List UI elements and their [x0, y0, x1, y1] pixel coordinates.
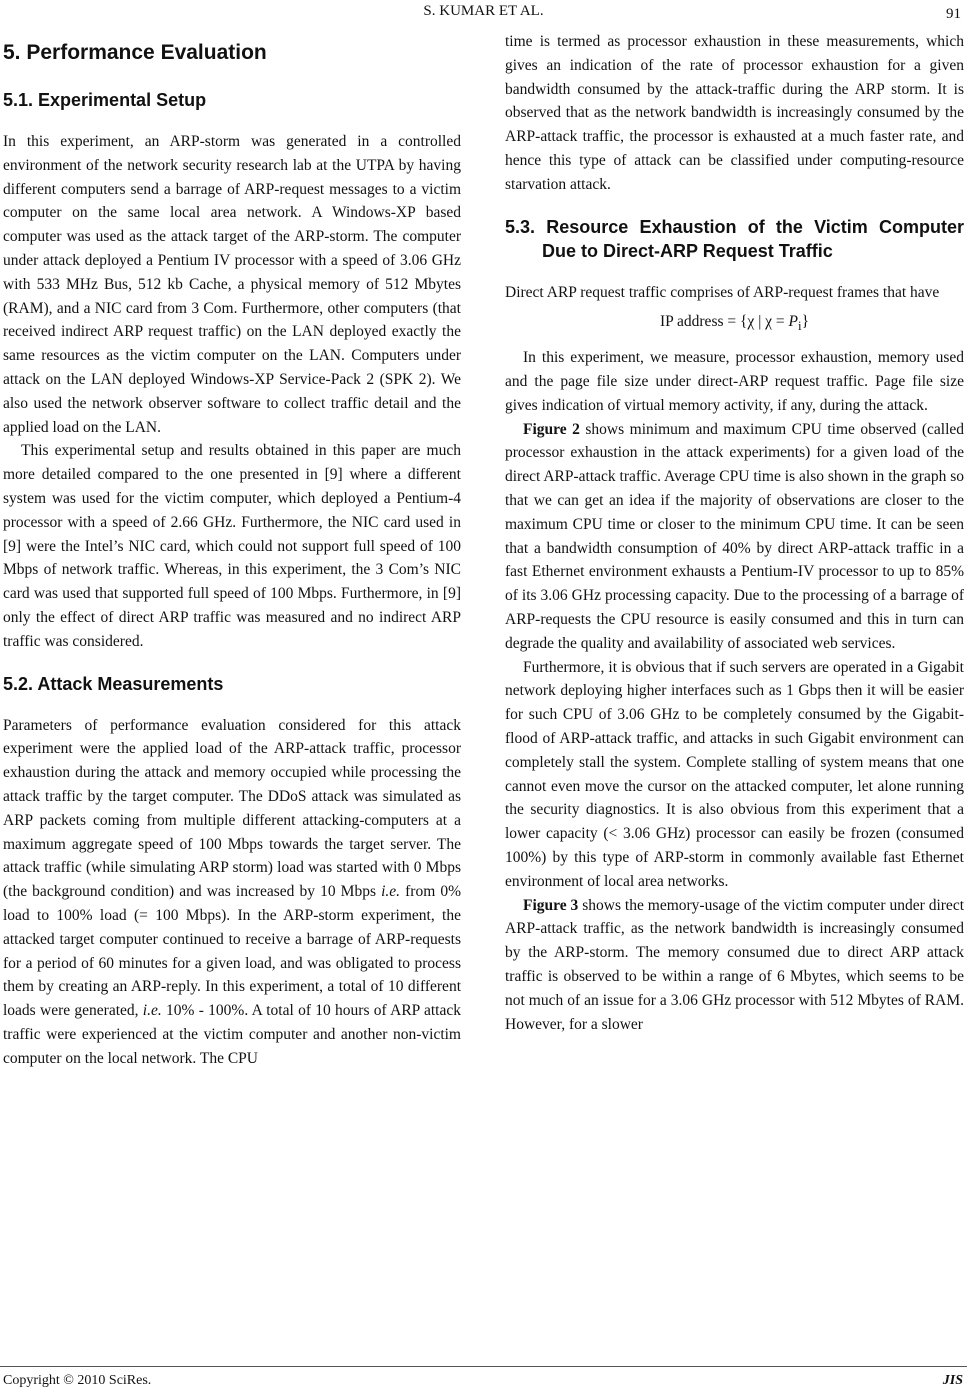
paragraph-direct-arp: Direct ARP request traffic comprises of ARP-request frames that have: [505, 283, 940, 301]
left-column: [3, 30, 461, 1070]
paragraph-measurement: In this experiment, we measure, processor exhaustion, memory used and the page file size under direct-ARP request traffic. Page file size gives indication of virtual memory activity, if any, during the attack.: [505, 349, 964, 414]
copyright-notice: Copyright © 2010 SciRes.: [3, 1373, 152, 1388]
paragraph-cpu-time: time is termed as processor exhaustion in these measurements, which gives an indication of the rate of processor exhaustion for a given bandwidth consumed by the attack-traffic during the ARP storm. It is observed that as the network bandwidth is increasingly consumed by the ARP-attack traffic, the processor is exhausted at a much faster rate, and hence this type of attack can be classified under computing-resource starvation attack.: [505, 33, 964, 193]
paragraph-figure-3: [505, 894, 964, 1037]
subsection-title-attack-measurements: 5.2. Attack Measurements: [3, 673, 224, 694]
subsection-title-experimental-setup: 5.1. Experimental Setup: [3, 90, 207, 110]
text-run: Parameters of performance evaluation considered for this attack experiment were the applied load of the ARP-attack traffic, processor exhaustion during the attack and memory occupied while processing the attack traffic by the target computer. The DDoS attack was simulated as ARP packets coming from multiple different attacking-computers at a maximum aggregate speed of 100 Mbps towards the target server. The attack traffic (while simulating ARP storm) load was started with 0 Mbps (the background condition) and was increased by 10 Mbps: [3, 716, 461, 901]
running-head-authors: S. KUMAR ET AL.: [423, 3, 544, 19]
paragraph-experimental-setup: In this experiment, an ARP-storm was generated in a controlled environment of the network security research lab at the UTPA by having different computers send a barrage of ARP-request messages to a victim computer on the same local area network. A Windows-XP based computer was used as the attack target of the ARP-storm. The computer under attack deployed a Pentium IV processor with a speed of 3.06 GHz with 533 MHz Bus, 512 kb Cache, a physical memory of 512 Mbytes (RAM), and a NIC card from 3 Com. Furthermore, other computers (that received indirect ARP request traffic) on the LAN deployed exactly the same resources as the victim computer on the LAN. Computers under attack on the LAN deployed Windows-XP Service-Pack 2 (SPK 2). We also used the network observer software to collect traffic detail and the applied load on the LAN.: [3, 133, 461, 436]
text-run: shows the memory-usage of the victim computer under direct ARP-attack traffic, as the network bandwidth is increasingly consumed by the ARP-storm. The memory consumed due to direct ARP attack traffic is observed to be within a range of 6 Mbytes, which seems to be not much of an issue for a 3.06 GHz processor with 512 Mbytes of RAM. However, for a slower: [505, 896, 964, 1033]
equation-variable: P: [788, 313, 799, 331]
text-run: from 0% load to 100% load (= 100 Mbps). In the ARP-storm experiment, the attacked target computer continued to receive a barrage of ARP-requests for a period of 60 minutes for a given load, and was obligated to process them by creating an ARP-reply. In this experiment, a total of 10 different loads were generated,: [3, 883, 461, 1020]
paragraph-figure-2: [505, 418, 964, 656]
paragraph-attack-measurements: [3, 714, 461, 1071]
section-title: 5. Performance Evaluation: [3, 41, 267, 64]
running-header: [0, 0, 967, 26]
paragraph-setup-comparison: This experimental setup and results obtained in this paper are much more detailed compared to the one presented in [9] where a different system was used for the victim computer, which deployed a Pentium-4 processor with a speed of 2.66 GHz. Furthermore, the NIC card used in [9] were the Intel’s NIC card, which could not support full speed of 100 Mbps of network traffic. Whereas, in this experiment, the 3 Com’s NIC card was used that supported full speed of 100 Mbps. Furthermore, in [9] only the effect of direct ARP traffic was measured and no indirect ARP traffic was considered.: [3, 442, 461, 650]
text-run: 10% - 100%. A total of 10 hours of ARP attack traffic were experienced at the victim computer and another non-victim computer on the local network. The CPU: [3, 1002, 461, 1067]
italic-ie: i.e.: [142, 1002, 162, 1020]
equation-ip-address: [505, 310, 964, 338]
page-footer: [0, 1366, 967, 1388]
subsection-title-resource-exhaustion: 5.3. Resource Exhaustion of the Victim Computer Due to Direct-ARP Request Traffic: [505, 216, 964, 261]
page-number: 91: [946, 6, 961, 22]
right-column: [505, 30, 964, 1036]
text-run: shows minimum and maximum CPU time observed (called processor exhaustion in the attack experiments) for a given load of the direct ARP-attack traffic. Average CPU time is also shown in the graph so that we can get an idea if the majority of observations are closer to the maximum CPU time or closer to the minimum CPU time. It can be seen that a bandwidth consumption of 40% by direct ARP-attack traffic in a fast Ethernet environment exhausts a Pentium-IV processor to up to 85% of its 3.06 GHz processing capacity. Due to the processing of a barrage of ARP-requests the CPU resource is easily consumed and this in turn can degrade the quality and availability of associated web services.: [505, 420, 965, 652]
italic-ie: i.e.: [381, 883, 401, 901]
equation-rhs: }: [801, 313, 810, 331]
equation-lhs: IP address = {χ | χ =: [659, 313, 789, 331]
figure-3-ref: Figure 3: [523, 896, 579, 914]
equation-subscript: i: [798, 318, 802, 334]
figure-2-ref: Figure 2: [523, 420, 580, 438]
paragraph-gigabit: Furthermore, it is obvious that if such servers are operated in a Gigabit network deploying higher interfaces such as 1 Gbps then it will be easier for such CPU of 3.06 GHz to be completely consumed by the Gigabit-flood of ARP-attack traffic, and attacks in such Gigabit environment can completely stall the system. Complete stalling of system means that one cannot even move the cursor on the attacked computer, let alone running the security diagnostics. It is also obvious from this experiment that a lower capacity (< 3.06 GHz) processor can easily be frozen (consumed 100%) by this type of ARP-storm in commonly available fast Ethernet environment of local area networks.: [505, 658, 964, 890]
journal-abbrev: JIS: [942, 1373, 963, 1388]
